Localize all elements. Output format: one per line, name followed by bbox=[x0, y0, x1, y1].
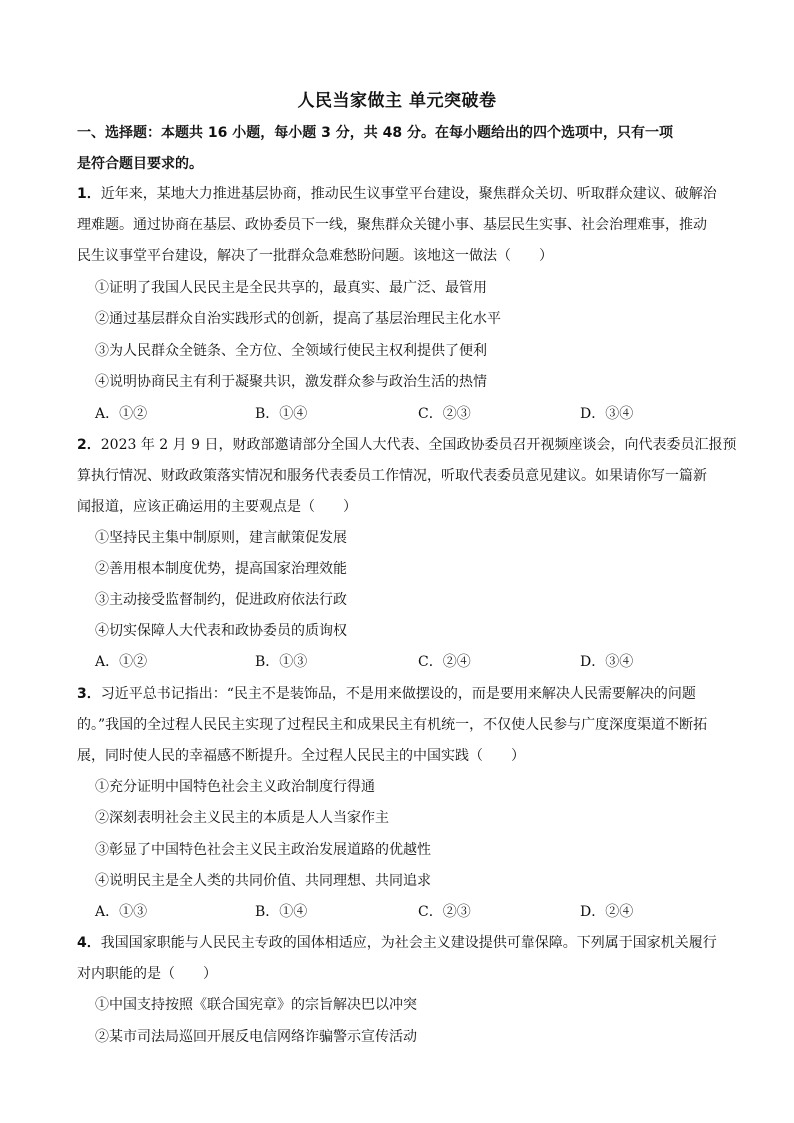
question-2-option-4: ④切实保障人大代表和政协委员的质询权 bbox=[95, 623, 347, 639]
question-3-stem-line-3: 展，同时使人民的幸福感不断提升。全过程人民民主的中国实践（ ） bbox=[77, 748, 525, 764]
question-1-choices bbox=[95, 402, 745, 426]
question-1-option-3: ③为人民群众全链条、全方位、全领域行使民主权利提供了便利 bbox=[95, 343, 487, 359]
choice-b[interactable]: B．①④ bbox=[255, 406, 308, 422]
question-2-option-3: ③主动接受监督制约，促进政府依法行政 bbox=[95, 592, 347, 608]
question-2-stem-line-1: 2．2023 年 2 月 9 日，财政部邀请部分全国人大代表、全国政协委员召开视频座谈会，向代表委员汇报预 bbox=[77, 437, 737, 453]
choice-c[interactable]: C．②③ bbox=[418, 406, 471, 422]
question-4-stem-line-2: 对内职能的是（ ） bbox=[77, 966, 217, 982]
question-2-option-1: ①坚持民主集中制原则，建言献策促发展 bbox=[95, 530, 347, 546]
question-1-stem-line-1: 1．近年来，某地大力推进基层协商，推动民生议事堂平台建设，聚焦群众关切、听取群众建议、破解治 bbox=[77, 186, 717, 202]
choice-a[interactable]: A．①② bbox=[95, 406, 148, 422]
question-3-option-3: ③彰显了中国特色社会主义民主政治发展道路的优越性 bbox=[95, 842, 431, 858]
question-3-option-1: ①充分证明中国特色社会主义政治制度行得通 bbox=[95, 779, 375, 795]
page-title: 人民当家做主 单元突破卷 bbox=[297, 91, 497, 111]
choice-b[interactable]: B．①④ bbox=[255, 904, 308, 920]
question-4-option-1: ①中国支持按照《联合国宪章》的宗旨解决巴以冲突 bbox=[95, 997, 417, 1013]
question-2-stem-line-2: 算执行情况、财政政策落实情况和服务代表委员工作情况，听取代表委员意见建议。如果请你写一篇新 bbox=[77, 468, 707, 484]
question-3-option-2: ②深刻表明社会主义民主的本质是人人当家作主 bbox=[95, 810, 389, 826]
question-2-option-2: ②善用根本制度优势，提高国家治理效能 bbox=[95, 561, 347, 577]
question-2-number: 2． bbox=[77, 437, 101, 453]
question-4-stem-line-1: 4．我国国家职能与人民民主专政的国体相适应，为社会主义建设提供可靠保障。下列属于国家机关履行 bbox=[77, 935, 717, 951]
choice-c[interactable]: C．②④ bbox=[418, 654, 471, 670]
question-1-option-2: ②通过基层群众自治实践形式的创新，提高了基层治理民主化水平 bbox=[95, 311, 501, 327]
question-1-option-1: ①证明了我国人民民主是全民共享的，最真实、最广泛、最管用 bbox=[95, 280, 487, 296]
question-3-choices bbox=[95, 900, 745, 924]
question-1-option-4: ④说明协商民主有利于凝聚共识，激发群众参与政治生活的热情 bbox=[95, 374, 487, 390]
question-3-option-4: ④说明民主是全人类的共同价值、共同理想、共同追求 bbox=[95, 873, 431, 889]
choice-d[interactable]: D．③④ bbox=[580, 654, 634, 670]
choice-d[interactable]: D．②④ bbox=[580, 904, 634, 920]
question-1-stem-line-3: 民生议事堂平台建设，解决了一批群众急难愁盼问题。该地这一做法（ ） bbox=[77, 248, 553, 264]
choice-b[interactable]: B．①③ bbox=[255, 654, 308, 670]
choice-c[interactable]: C．②③ bbox=[418, 904, 471, 920]
choice-a[interactable]: A．①② bbox=[95, 654, 148, 670]
question-3-stem-line-1: 3．习近平总书记指出：“民主不是装饰品，不是用来做摆设的，而是要用来解决人民需要解决的问题 bbox=[77, 686, 696, 702]
question-4-option-2: ②某市司法局巡回开展反电信网络诈骗警示宣传活动 bbox=[95, 1029, 417, 1045]
question-4-number: 4． bbox=[77, 935, 101, 951]
question-2-stem-line-3: 闻报道，应该正确运用的主要观点是（ ） bbox=[77, 499, 357, 515]
choice-a[interactable]: A．①③ bbox=[95, 904, 148, 920]
question-2-choices bbox=[95, 650, 745, 674]
section-header-line-2: 是符合题目要求的。 bbox=[77, 156, 203, 172]
question-3-stem-line-2: 的。”我国的全过程人民民主实现了过程民主和成果民主有机统一，不仅使人民参与广度深度渠道不断拓 bbox=[77, 717, 708, 733]
section-header-line-1: 一、选择题：本题共 16 小题，每小题 3 分，共 48 分。在每小题给出的四个选项中，只有一项 bbox=[77, 125, 673, 141]
question-1-stem-line-2: 理难题。通过协商在基层、政协委员下一线，聚焦群众关键小事、基层民生实事、社会治理难事，推动 bbox=[77, 217, 707, 233]
question-1-number: 1． bbox=[77, 186, 101, 202]
question-3-number: 3． bbox=[77, 686, 101, 702]
choice-d[interactable]: D．③④ bbox=[580, 406, 634, 422]
